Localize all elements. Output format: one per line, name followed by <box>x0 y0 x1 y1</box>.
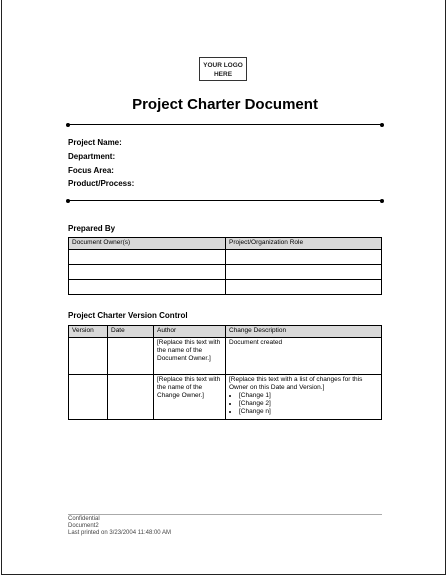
field-project-name: Project Name: <box>68 138 122 147</box>
footer-document-name: Document2 <box>68 523 99 529</box>
change-list <box>229 392 378 416</box>
table-row <box>69 250 382 265</box>
table-row <box>69 375 382 420</box>
logo-line-2: HERE <box>213 71 233 78</box>
change-item: • [Change n] <box>239 408 378 416</box>
page-footer <box>68 516 171 537</box>
divider-top <box>68 124 382 125</box>
footer-last-printed: Last printed on 3/23/2004 11:48:00 AM <box>68 530 171 536</box>
table-cell[interactable] <box>108 375 154 420</box>
table-cell[interactable] <box>69 338 108 375</box>
field-focus-area: Focus Area: <box>68 166 114 175</box>
description-text: [Replace this text with a list of changes for this Owner on this Date and Version.] <box>229 376 363 391</box>
logo-placeholder <box>199 57 247 81</box>
column-header: Change Description <box>226 326 382 338</box>
description-cell[interactable]: Document created <box>226 338 382 375</box>
table-row <box>69 265 382 280</box>
table-row <box>69 338 382 375</box>
document-page <box>1 0 446 575</box>
prepared-by-heading: Prepared By <box>68 224 116 233</box>
table-cell[interactable] <box>69 265 226 280</box>
footer-confidential: Confidential <box>68 516 100 522</box>
change-item: • [Change 1] <box>239 392 378 400</box>
table-cell[interactable] <box>226 280 382 295</box>
document-title: Project Charter Document <box>132 96 318 113</box>
table-cell[interactable] <box>69 280 226 295</box>
author-cell[interactable]: [Replace this text with the name of the Change Owner.] <box>154 375 226 420</box>
version-control-table <box>68 325 382 420</box>
field-department: Department: <box>68 152 116 161</box>
table-cell[interactable] <box>69 375 108 420</box>
change-item: • [Change 2] <box>239 400 378 408</box>
column-header: Document Owner(s) <box>69 238 226 250</box>
divider-bottom <box>68 200 382 201</box>
column-header: Author <box>154 326 226 338</box>
table-cell[interactable] <box>226 265 382 280</box>
logo-line-1: YOUR LOGO <box>203 62 243 69</box>
table-cell[interactable] <box>226 250 382 265</box>
author-cell[interactable]: [Replace this text with the name of the Document Owner.] <box>154 338 226 375</box>
table-cell[interactable] <box>108 338 154 375</box>
column-header: Version <box>69 326 108 338</box>
field-product-process: Product/Process: <box>68 179 135 188</box>
footer-divider <box>68 514 382 515</box>
column-header: Project/Organization Role <box>226 238 382 250</box>
column-header: Date <box>108 326 154 338</box>
version-control-heading: Project Charter Version Control <box>68 311 188 320</box>
description-cell[interactable] <box>226 375 382 420</box>
table-row <box>69 280 382 295</box>
table-cell[interactable] <box>69 250 226 265</box>
prepared-by-table <box>68 237 382 295</box>
